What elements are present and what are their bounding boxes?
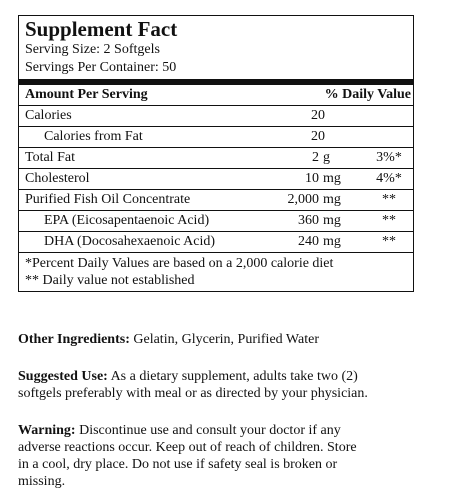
table-row [19, 189, 413, 210]
other-ingredients [18, 331, 438, 348]
row-amount: 360 [298, 213, 319, 228]
row-unit: mg [323, 192, 341, 207]
panel-title: Supplement Fact [25, 17, 178, 41]
suggested-use-label: Suggested Use: [18, 369, 108, 384]
footnote-daily-values: *Percent Daily Values are based on a 2,000 calorie diet [25, 256, 334, 271]
row-unit: mg [323, 171, 341, 186]
row-daily-value: ** [382, 192, 396, 207]
table-row [19, 105, 413, 126]
row-label: Calories from Fat [44, 129, 143, 144]
row-unit: mg [323, 234, 341, 249]
table-row [19, 126, 413, 147]
warning-label: Warning: [18, 423, 76, 438]
warning [18, 422, 438, 490]
row-label: EPA (Eicosapentaenoic Acid) [44, 213, 210, 228]
warning-line3: in a cool, dry place. Do not use if safety seal is broken or [18, 457, 338, 472]
warning-line4: missing. [18, 474, 66, 489]
row-amount: 20 [311, 129, 325, 144]
table-header-row [19, 79, 413, 105]
row-amount: 240 [298, 234, 319, 249]
other-ingredients-label: Other Ingredients: [18, 332, 130, 347]
row-daily-value: ** [382, 213, 396, 228]
row-amount: 10 [305, 171, 319, 186]
other-ingredients-text: Gelatin, Glycerin, Purified Water [129, 332, 319, 347]
row-amount: 2 [312, 150, 319, 165]
footnote-not-established: ** Daily value not established [25, 273, 195, 288]
row-amount: 20 [311, 108, 325, 123]
table-row [19, 231, 413, 252]
warning-line1: Discontinue use and consult your doctor if any [75, 423, 341, 438]
suggested-use-line1: As a dietary supplement, adults take two (2) [107, 369, 358, 384]
footnotes [19, 252, 413, 291]
amount-per-serving-header: Amount Per Serving [25, 87, 148, 102]
table-row [19, 168, 413, 189]
servings-per-container: Servings Per Container: 50 [25, 60, 177, 75]
suggested-use [18, 368, 438, 402]
row-label: Calories [25, 108, 72, 123]
daily-value-header: % Daily Value [324, 87, 411, 102]
row-label: Purified Fish Oil Concentrate [25, 192, 191, 207]
row-label: Cholesterol [25, 171, 90, 186]
supplement-facts-panel [18, 15, 414, 292]
row-daily-value: ** [382, 234, 396, 249]
warning-line2: adverse reactions occur. Keep out of reach of children. Store [18, 440, 357, 455]
table-row [19, 210, 413, 231]
row-unit: mg [323, 213, 341, 228]
row-label: Total Fat [25, 150, 75, 165]
serving-size: Serving Size: 2 Softgels [25, 42, 160, 57]
suggested-use-line2: softgels preferably with meal or as directed by your physician. [18, 386, 368, 401]
row-daily-value: 3%* [376, 150, 402, 165]
row-unit: g [323, 150, 330, 165]
table-row [19, 147, 413, 168]
row-daily-value: 4%* [376, 171, 402, 186]
row-label: DHA (Docosahexaenoic Acid) [44, 234, 216, 249]
row-amount: 2,000 [287, 192, 319, 207]
